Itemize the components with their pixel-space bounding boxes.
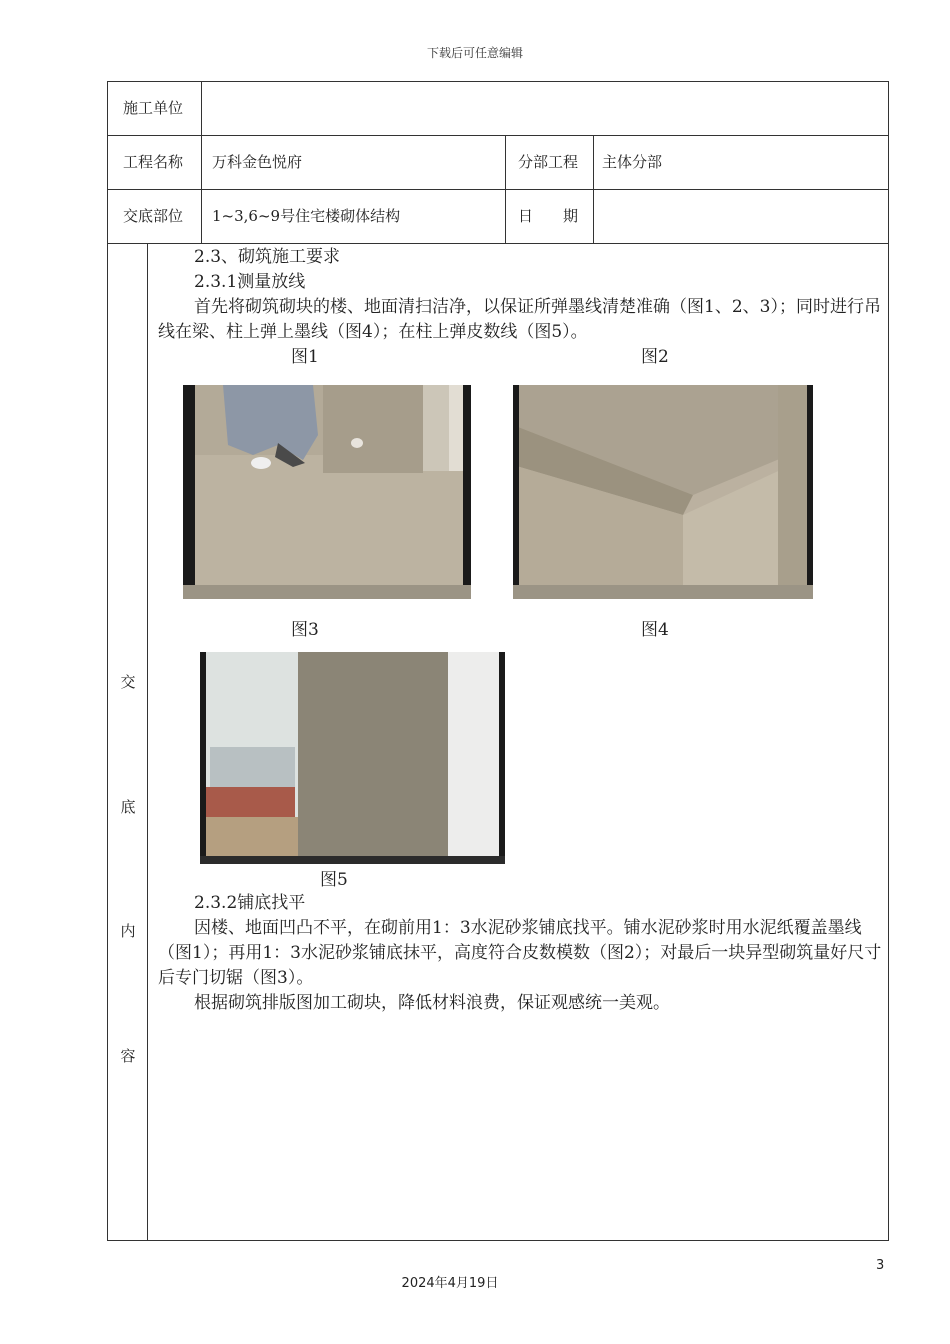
row-divider — [107, 243, 889, 244]
subsection-title: 2.3.1测量放线 — [194, 272, 306, 292]
row-divider — [107, 135, 889, 136]
side-label-char: 交 — [120, 673, 136, 691]
section-title: 2.3、砌筑施工要求 — [194, 247, 341, 267]
page-number: 3 — [876, 1258, 885, 1273]
figure-caption: 图1 — [291, 347, 319, 367]
figure-caption: 图3 — [291, 620, 319, 640]
location-value: 1~3,6~9号住宅楼砌体结构 — [212, 207, 401, 225]
figure-3-photo — [200, 652, 505, 864]
figure-caption: 图5 — [320, 870, 348, 890]
figure-2-photo — [513, 385, 813, 599]
project-label: 工程名称 — [123, 153, 184, 171]
content-block-1 — [158, 245, 884, 345]
figure-1-photo — [183, 385, 471, 599]
figure-2-image — [513, 385, 813, 599]
date-label: 日 期 — [518, 207, 579, 225]
side-label-char: 容 — [120, 1047, 136, 1065]
figure-caption: 图4 — [641, 620, 669, 640]
figure-1-image — [183, 385, 471, 599]
side-label-char: 内 — [120, 922, 136, 940]
figure-caption: 图2 — [641, 347, 669, 367]
col-divider — [201, 81, 202, 243]
content-block-2 — [158, 891, 884, 1016]
footer-date: 2024年4月19日 — [401, 1276, 499, 1291]
side-label-char: 底 — [120, 798, 136, 816]
paragraph: 根据砌筑排版图加工砌块，降低材料浪费，保证观感统一美观。 — [194, 993, 670, 1013]
row-divider — [107, 189, 889, 190]
location-label: 交底部位 — [123, 207, 184, 225]
unit-label: 施工单位 — [123, 99, 184, 117]
header-note: 下载后可任意编辑 — [426, 46, 523, 60]
paragraph: 因楼、地面凹凸不平，在砌前用1：3水泥砂浆铺底找平。铺水泥砂浆时用水泥纸覆盖墨线（图1）；再用1：3水泥砂浆铺底抹平，高度符合皮数模数（图2）；对最后一块异型砌筑量好尺寸后专门切锯（图3）。 — [158, 918, 882, 988]
division-value: 主体分部 — [602, 153, 663, 171]
col-divider — [147, 243, 148, 1241]
project-value: 万科金色悦府 — [212, 153, 303, 171]
division-label: 分部工程 — [518, 153, 579, 171]
paragraph: 首先将砌筑砌块的楼、地面清扫洁净，以保证所弹墨线清楚准确（图1、2、3）；同时进行吊线在梁、柱上弹上墨线（图4）；在柱上弹皮数线（图5）。 — [158, 297, 881, 342]
subsection-title: 2.3.2铺底找平 — [194, 893, 306, 913]
figure-3-image — [200, 652, 505, 864]
col-divider — [593, 135, 594, 243]
col-divider — [505, 135, 506, 243]
